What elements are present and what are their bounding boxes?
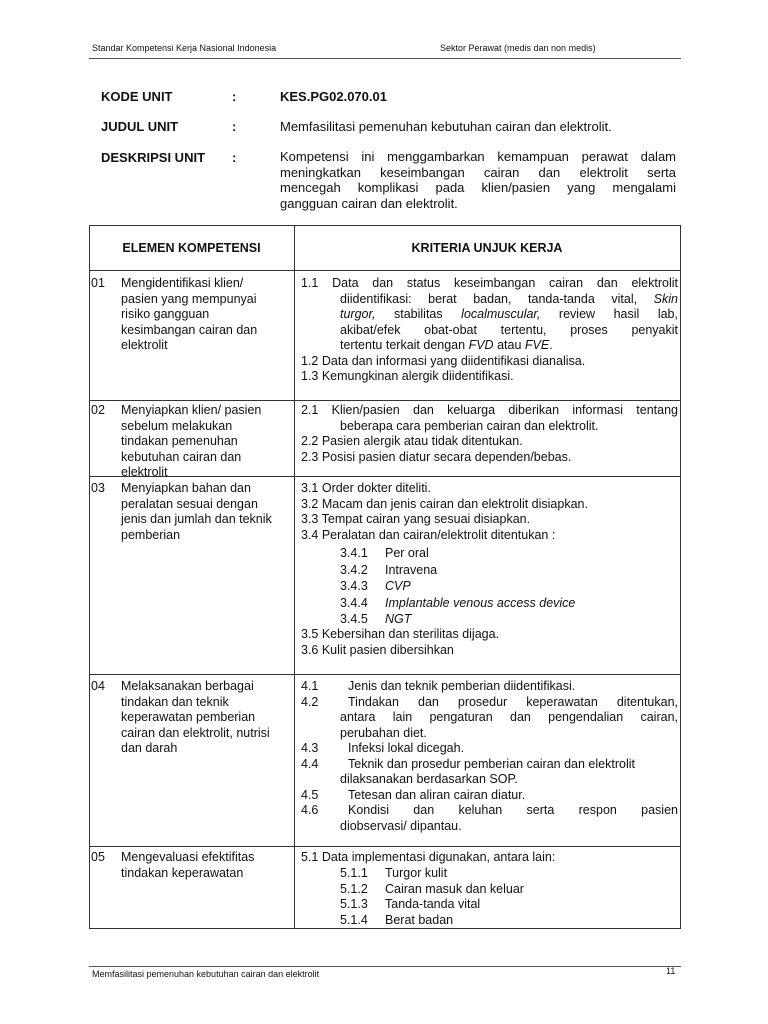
sub-item [340,913,524,929]
row-number: 03 [91,481,105,495]
elemen-line: kesimbangan cairan dan [121,322,258,337]
kriteria-fragment: Teknik dan prosedur pemberian cairan dan elektrolit [348,756,635,771]
kriteria-fragment: turgor, [340,307,376,321]
elemen-line: elektrolit [121,465,168,479]
elemen-line: dan darah [121,741,178,755]
kriteria-fragment: localmuscular, [461,307,541,321]
table-border-right [680,225,681,929]
elemen-line: Menyiapkan klien/ pasien [121,403,262,417]
kriteria-fragment: . [549,338,553,352]
sub-number: 5.1.3 [340,897,368,911]
sub-number: 5.1.2 [340,881,368,896]
deskripsi-line: meningkatkan keseimbangan cairan dan elektrolit serta [280,164,676,180]
elemen-text [121,481,293,543]
kriteria-line: antara lain pengaturan dan pengendalian cairan, [340,710,678,724]
kriteria-line: 1.1 Data dan status keseimbangan cairan dan elektrolit [301,276,678,290]
footer-divider [89,966,681,967]
judul-unit-value: Memfasilitasi pemenuhan kebutuhan cairan dan elektrolit. [280,119,612,134]
elemen-line: tindakan pemenuhan [121,434,238,448]
elemen-line: peralatan sesuai dengan [121,496,258,511]
kriteria-line [301,741,678,757]
column-header-elemen: ELEMEN KOMPETENSI [122,241,261,255]
sub-text: Turgor kulit [385,866,448,880]
elemen-line: tindakan dan teknik [121,694,229,709]
row-number: 05 [91,850,105,864]
kriteria-line [301,679,678,695]
judul-unit-label: JUDUL UNIT [101,119,179,134]
row-number: 04 [91,679,105,693]
kriteria-fragment: stabilitas [393,307,443,321]
row-number: 01 [91,276,105,290]
elemen-text [121,403,291,481]
sub-item [340,882,524,898]
header-right: Sektor Perawat (medis dan non medis) [440,43,596,53]
kriteria-text [301,679,678,834]
kriteria-line: beberapa cara pemberian cairan dan elektrolit. [340,418,599,433]
kriteria-number: 4.5 [301,787,319,802]
kriteria-line: 2.2 Pasien alergik atau tidak ditentukan. [301,434,523,448]
column-header-kriteria: KRITERIA UNJUK KERJA [411,241,563,255]
sub-text: Intravena [385,562,438,577]
deskripsi-line: Kompetensi ini menggambarkan kemampuan perawat dalam [280,149,676,164]
page-number: 11 [666,966,676,976]
kriteria-line: 3.3 Tempat cairan yang sesuai disiapkan. [301,512,531,526]
kriteria-line: 3.5 Kebersihan dan sterilitas dijaga. [301,627,500,641]
elemen-line: cairan dan elektrolit, nutrisi [121,725,270,740]
kriteria-text [301,850,555,866]
kriteria-fragment: Tetesan dan aliran cairan diatur. [348,787,526,802]
kriteria-fragment: FVE [524,338,550,352]
kriteria-line [301,307,678,323]
sub-number: 5.1.1 [340,866,368,880]
kriteria-line [301,757,678,773]
kode-unit-label: KODE UNIT [101,89,173,104]
kriteria-line [301,695,678,711]
kriteria-fragment: Skin [653,291,678,306]
sub-list [340,866,524,928]
kriteria-number: 4.6 [301,803,319,817]
sub-number: 3.4.4 [340,595,368,610]
kode-unit-value: KES.PG02.070.01 [280,89,387,104]
kriteria-text [301,627,499,658]
sub-item [340,562,575,579]
kriteria-fragment: tertentu terkait dengan [340,338,466,352]
row-number: 02 [91,403,105,417]
kriteria-fragment: Tindakan dan prosedur keperawatan ditentukan, [348,694,678,709]
elemen-line: keperawatan pemberian [121,710,256,724]
deskripsi-line: mencegah komplikasi pada klien/pasien yang mengalami [280,180,676,195]
kriteria-number: 4.3 [301,741,319,755]
kriteria-line: 3.4 Peralatan dan cairan/elektrolit ditentukan : [301,527,556,542]
sub-text: Implantable venous access device [385,595,576,610]
elemen-line: pemberian [121,527,181,542]
elemen-line: pasien yang mempunyai [121,291,257,306]
kriteria-line [301,803,678,819]
sub-number: 5.1.4 [340,912,368,927]
table-border-middle [294,225,295,929]
elemen-text [121,850,293,881]
elemen-line: risiko gangguan [121,307,210,321]
kriteria-line [301,788,678,804]
sub-text: CVP [385,579,411,594]
kriteria-line [301,338,678,354]
deskripsi-line: gangguan cairan dan elektrolit. [280,195,458,211]
kriteria-text [301,481,678,543]
header-divider [89,58,681,59]
sub-item [340,866,524,882]
footer-title: Memfasilitasi pemenuhan kebutuhan cairan dan elektrolit [92,969,320,979]
kriteria-line: 5.1 Data implementasi digunakan, antara lain: [301,850,556,864]
kriteria-number: 4.1 [301,679,319,693]
elemen-line: Melaksanakan berbagai [121,679,254,693]
deskripsi-unit-text [280,149,676,211]
sub-item [340,545,575,562]
elemen-text [121,679,293,757]
kriteria-line: 3.6 Kulit pasien dibersihkan [301,642,454,657]
kriteria-fragment: Jenis dan teknik pemberian diidentifikasi. [348,679,576,693]
kriteria-fragment: Kondisi dan keluhan serta respon pasien [348,803,678,817]
elemen-line: kebutuhan cairan dan [121,449,242,464]
sub-text: Berat badan [385,912,454,927]
table-header-divider [89,270,681,271]
deskripsi-unit-colon: : [232,150,237,165]
judul-unit-colon: : [232,119,237,134]
kriteria-text [301,403,678,465]
kriteria-fragment: Infeksi lokal dicegah. [348,741,465,755]
kode-unit-colon: : [232,89,237,104]
kriteria-line: 2.3 Posisi pasien diatur secara dependen/bebas. [301,449,572,464]
kriteria-line: perubahan diet. [340,725,427,740]
elemen-line: sebelum melakukan [121,418,233,433]
sub-item [340,595,575,612]
kriteria-line: 3.1 Order dokter diteliti. [301,481,431,495]
kriteria-line: 1.3 Kemungkinan alergik diidentifikasi. [301,369,514,383]
deskripsi-unit-label: DESKRIPSI UNIT [101,150,206,165]
kriteria-line: diobservasi/ dipantau. [340,818,462,833]
kriteria-number: 4.4 [301,756,319,771]
sub-number: 3.4.3 [340,579,368,594]
kriteria-line [301,292,678,308]
sub-number: 3.4.2 [340,562,368,577]
row-divider [89,674,681,675]
sub-list [340,545,575,628]
sub-item [340,611,575,628]
elemen-line: elektrolit [121,338,168,352]
sub-number: 3.4.5 [340,612,368,627]
kriteria-line: akibat/efek obat-obat tertentu, proses penyakit [340,322,678,337]
header-left: Standar Kompetensi Kerja Nasional Indonesia [92,43,277,53]
table-border-bottom [89,928,681,929]
sub-text: Tanda-tanda vital [385,897,481,911]
row-divider [89,846,681,847]
elemen-line: Mengevaluasi efektifitas [121,850,255,864]
row-divider [89,400,681,401]
kriteria-line: 2.1 Klien/pasien dan keluarga diberikan informasi tentang [301,403,678,417]
kriteria-fragment: FVD [468,338,494,352]
kriteria-text [301,276,678,385]
sub-number: 3.4.1 [340,546,368,560]
sub-item [340,897,524,913]
kriteria-line: 1.2 Data dan informasi yang diidentifikasi dianalisa. [301,353,586,368]
kriteria-fragment: atau [497,338,522,352]
table-border-top [89,225,681,226]
kriteria-fragment: diidentifikasi: berat badan, tanda-tanda vital, [340,291,638,306]
elemen-text [121,276,291,354]
kriteria-line: 3.2 Macam dan jenis cairan dan elektrolit disiapkan. [301,496,588,511]
kriteria-fragment: review hasil lab, [558,307,678,321]
sub-text: Per oral [385,546,429,560]
table-border-left [89,225,90,929]
sub-text: NGT [385,612,412,627]
elemen-line: Menyiapkan bahan dan [121,481,251,495]
sub-item [340,578,575,595]
elemen-line: Mengidentifikasi klien/ [121,276,244,290]
elemen-line: jenis dan jumlah dan teknik [121,512,272,526]
elemen-line: tindakan keperawatan [121,865,244,880]
kriteria-number: 4.2 [301,694,319,709]
sub-text: Cairan masuk dan keluar [385,881,524,896]
kriteria-line: dilaksanakan berdasarkan SOP. [340,772,518,786]
